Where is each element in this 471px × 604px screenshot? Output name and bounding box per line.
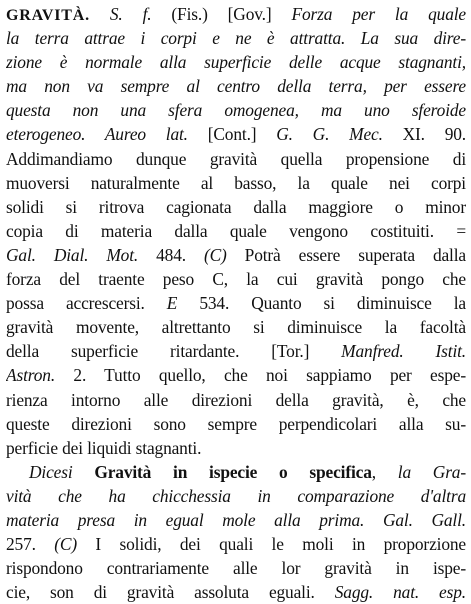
quotation-text: copia di materia dalla quale vengono costituiti. =	[6, 220, 466, 241]
entry-line	[6, 508, 466, 532]
entry-line	[6, 98, 466, 122]
entry-line	[6, 195, 466, 219]
quotation-text: gravità movente, altrettanto si diminuisce la facoltà	[6, 317, 466, 338]
entry-line	[6, 291, 466, 315]
subentry-term: Gravità in ispecie o specifica	[94, 461, 372, 482]
definition-text: zione è normale alla superficie delle acque stagnanti,	[6, 52, 466, 73]
entry-line	[6, 267, 466, 291]
quotation-text: queste direzioni sono sempre perpendicolari alla su-	[6, 413, 466, 434]
entry-line: eterogeneo. Aureo lat. [Cont.] G. G. Mec. XI. 90.	[6, 124, 466, 145]
entry-line	[6, 243, 466, 267]
entry-line	[6, 50, 466, 74]
entry-line	[6, 412, 466, 436]
entry-line	[6, 171, 466, 195]
citation: Astron.	[6, 365, 56, 386]
source-mark: (C)	[203, 244, 227, 265]
entry-line	[6, 556, 466, 580]
entry-line	[6, 315, 466, 339]
quotation-text: Addimandiamo dunque gravità quella propensione di	[6, 148, 466, 169]
quotation-text: muoversi naturalmente al basso, la quale nei corpi	[6, 172, 466, 193]
definition-text: la Gra-	[397, 461, 466, 482]
entry-line	[6, 484, 466, 508]
citation-ref: 484.	[138, 244, 204, 265]
citation: E	[166, 293, 178, 314]
definition-text: materia presa in egual mole alla prima. Gal. Gall.	[6, 509, 466, 530]
quotation-text: solidi si ritrova cagionata dalla maggiore o minor	[6, 196, 466, 217]
entry-line	[6, 147, 466, 171]
entry-line	[6, 339, 466, 363]
headword: GRAVITÀ.	[6, 7, 90, 24]
definition-text: la terra attrae i corpi e ne è attratta. La sua dire-	[6, 28, 466, 49]
definition-text: vità che ha chicchessia in comparazione d'altra	[6, 485, 466, 506]
quotation-text: Potrà essere superata dalla	[226, 244, 466, 265]
entry-line	[6, 26, 466, 50]
entry-line	[6, 74, 466, 98]
quotation-text: possa accrescersi.	[6, 293, 167, 314]
quotation-text: I solidi, dei quali le moli in proporzione	[77, 534, 466, 555]
entry-line	[6, 580, 466, 604]
quotation-text: forza del traente peso C, la cui gravità pongo che	[6, 269, 466, 290]
quotation-text: 534. Quanto si diminuisce la	[177, 293, 466, 314]
definition-text: questa non una sfera omogenea, ma uno sferoide	[6, 100, 466, 121]
definition-text: ma non va sempre al centro della terra, per essere	[6, 76, 466, 97]
quotation-text: rienza intorno alle direzioni della gravità, è, che	[6, 389, 466, 410]
entry-line	[6, 388, 466, 412]
citation: Manfred. Istit.	[341, 341, 466, 362]
citation-ref: XI. 90.	[382, 124, 466, 145]
quotation-text: cie, son di gravità assoluta eguali.	[6, 582, 335, 603]
quotation-text: rispondono contrariamente alle lor gravità in ispe-	[6, 558, 466, 579]
entry-line: GRAVITÀ. S. f. (Fis.) [Gov.] Forza per la quale	[6, 4, 466, 24]
definition-text: Forza per la quale	[291, 4, 466, 24]
quotation-text: perficie dei liquidi stagnanti.	[6, 437, 202, 458]
entry-line	[6, 219, 466, 243]
citation-ref: 257.	[6, 534, 55, 555]
entry-line	[6, 363, 466, 387]
entry-line: Dicesi Gravità in ispecie o specifica, la Gra-	[29, 461, 466, 482]
source-mark: (C)	[54, 534, 77, 555]
entry-line	[6, 436, 466, 460]
quotation-text: della superficie ritardante. [Tor.]	[6, 341, 342, 362]
citation: G. G. Mec.	[276, 124, 383, 145]
citation: Gal. Dial. Mot.	[6, 244, 139, 265]
citation: Sagg. nat. esp.	[334, 582, 466, 603]
quotation-text: 2. Tutto quello, che noi sappiamo per espe-	[55, 365, 466, 386]
definition-text: eterogeneo. Aureo lat.	[6, 124, 188, 145]
dictionary-entry-gravita	[6, 2, 466, 604]
grammar-tag: S. f.	[109, 4, 152, 24]
